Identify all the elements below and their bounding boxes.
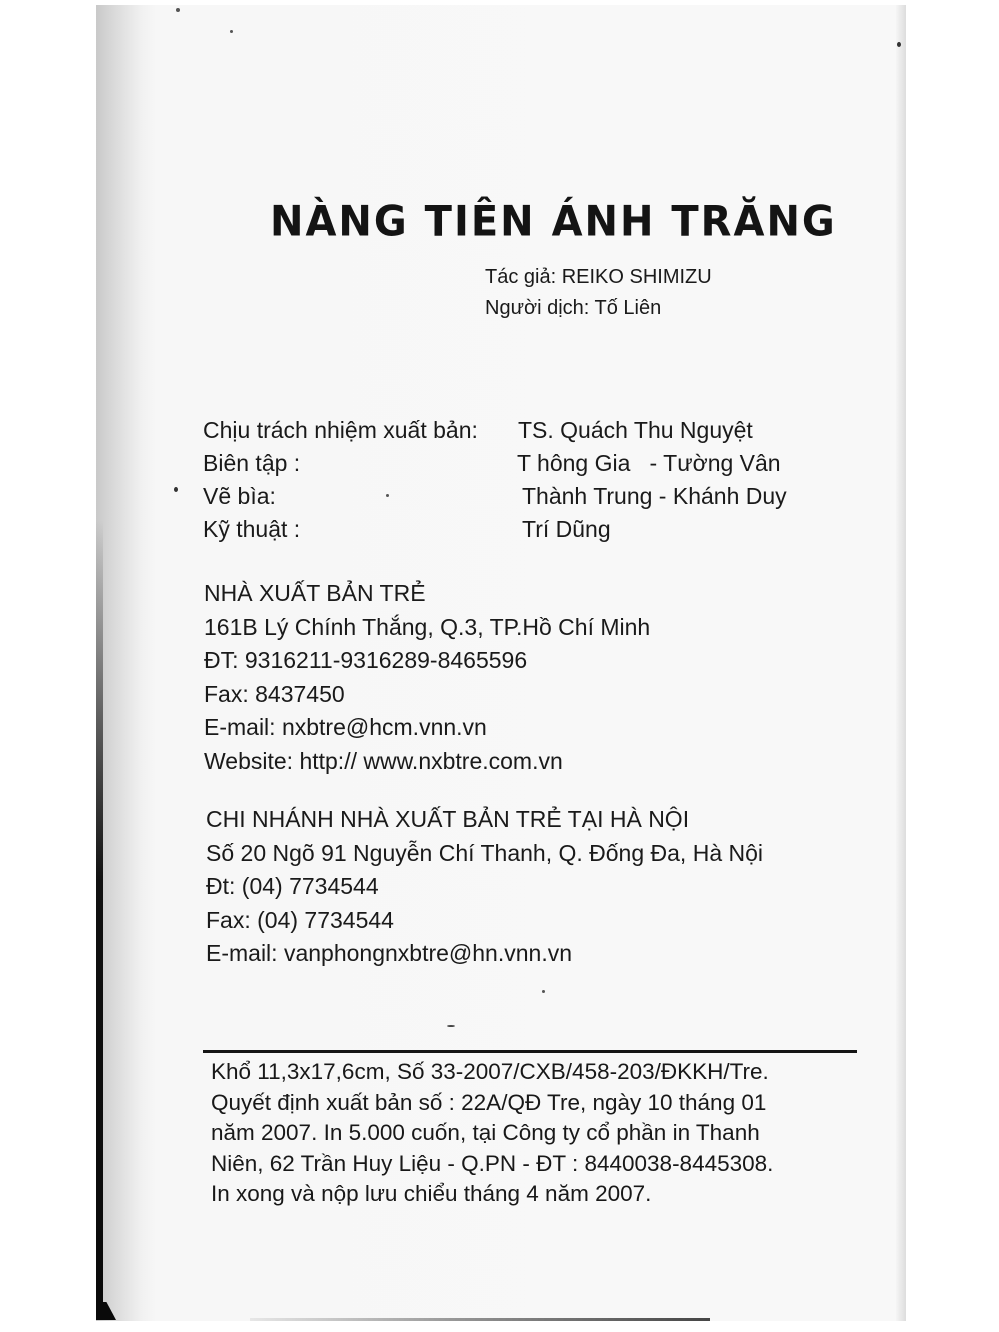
page-spine-shadow (96, 520, 103, 1320)
page-bottom-edge (250, 1318, 710, 1321)
imprint-line: Niên, 62 Trần Huy Liệu - Q.PN - ĐT : 8440038-8445308. (211, 1150, 774, 1176)
publisher-email: E-mail: nxbtre@hcm.vnn.vn (204, 714, 487, 740)
imprint-line: Khổ 11,3x17,6cm, Số 33-2007/CXB/458-203/ĐKKH/Tre. (211, 1059, 769, 1084)
staff-value: TS. Quách Thu Nguyệt (518, 417, 753, 443)
publisher-info (204, 577, 650, 778)
divider-rule (203, 1050, 857, 1053)
book-credits (485, 262, 712, 324)
imprint-line: Quyết định xuất bản số : 22A/QĐ Tre, ngày 10 tháng 01 (211, 1089, 767, 1115)
scan-speck (176, 8, 180, 12)
imprint-line: năm 2007. In 5.000 cuốn, tại Công ty cổ phần in Thanh (211, 1120, 760, 1145)
staff-value: T hông Gia - Tường Vân (517, 450, 781, 476)
branch-email: E-mail: vanphongnxbtre@hn.vnn.vn (206, 940, 573, 966)
imprint-block (211, 1057, 871, 1210)
translator-line: Người dịch: Tố Liên (485, 297, 662, 319)
author-line: Tác giả: REIKO SHIMIZU (485, 266, 712, 288)
publisher-address: 161B Lý Chính Thắng, Q.3, TP.Hồ Chí Minh (204, 613, 651, 640)
scan-speck (174, 487, 178, 492)
imprint-line: In xong và nộp lưu chiểu tháng 4 năm 2007. (211, 1181, 652, 1206)
staff-label: Chịu trách nhiệm xuất bản: (203, 417, 478, 443)
scan-speck (897, 42, 901, 47)
staff-value: Thành Trung - Khánh Duy (522, 483, 787, 509)
publisher-fax: Fax: 8437450 (204, 680, 345, 707)
branch-fax: Fax: (04) 7734544 (206, 906, 394, 933)
staff-value: Trí Dũng (522, 516, 611, 542)
scan-speck (542, 990, 545, 993)
book-title: NÀNG TIÊN ÁNH TRĂNG (270, 197, 837, 246)
branch-info (206, 803, 763, 971)
branch-address: Số 20 Ngõ 91 Nguyễn Chí Thanh, Q. Đống Đa, Hà Nội (206, 839, 764, 866)
scan-speck (447, 1025, 455, 1027)
publisher-website: Website: http:// www.nxbtre.com.vn (204, 747, 563, 774)
branch-phone: Đt: (04) 7734544 (206, 873, 379, 899)
publisher-name: NHÀ XUẤT BẢN TRẺ (204, 580, 426, 606)
staff-label: Biên tập : (203, 450, 301, 476)
staff-label: Vẽ bìa: (203, 483, 276, 509)
scan-speck (230, 30, 233, 33)
staff-label: Kỹ thuật : (203, 516, 301, 542)
branch-name: CHI NHÁNH NHÀ XUẤT BẢN TRẺ TẠI HÀ NỘI (206, 806, 690, 832)
publisher-phone: ĐT: 9316211-9316289-8465596 (204, 647, 528, 673)
scan-speck (386, 494, 389, 497)
